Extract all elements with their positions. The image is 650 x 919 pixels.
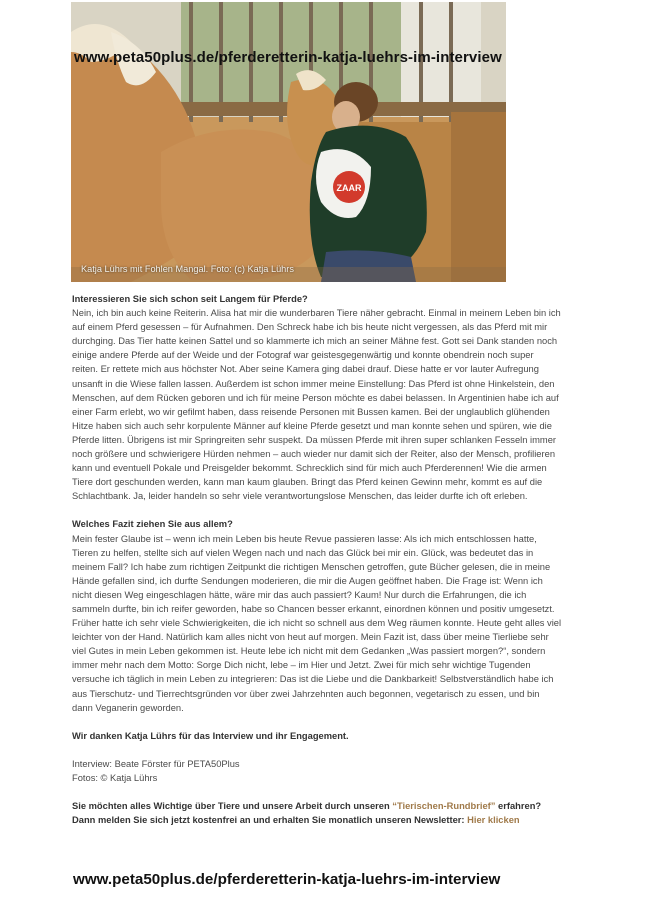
newsletter-text-1: Sie möchten alles Wichtige über Tiere und unsere Arbeit durch unseren [72, 801, 393, 811]
answer-2: Mein fester Glaube ist – wenn ich mein Leben bis heute Revue passieren lasse: Als ich mich entschlossen hatte, Tieren zu helfen, stellte sich auf vielen Wegen nach und nach das Glück bei mir ein. Glück, was bedeutet das in meinem Fall? Ich habe zum richtigen Zeitpunkt die richtigen Menschen getroffen, gute Bücher gelesen, die in meine Hände gefallen sind, ich durfte Sendungen moderieren, die mir die Augen geöffnet haben. Die Frage ist: Wenn ich nicht diesen Weg eingeschlagen hätte, wäre mir das auch passiert? Kaum! Nur durch die Erfahrungen, die ich sammeln durfte, bin ich reifer geworden, habe so Chancen besser erkannt, einordnen können und positiv umgesetzt. Früher hatte ich sehr viele Schwierigkeiten, die ich nicht so schnell aus dem Weg räumen konnte. Heute geht alles viel leichter von der Hand. Natürlich kam alles nicht von heut auf morgen. Mein Fazit ist, dass über meine Tierliebe sehr viel Gutes in mein Leben gekommen ist. Heute lebe ich nicht mit dem Gedanken „Was passiert morgen?“, sondern immer mehr nach dem Motto: Sorge Dich nicht, lebe – im Hier und Jetzt. Zwei für mich sehr wichtige Tugenden versuche ich täglich in mein Leben zu integrieren: Das ist die Liebe und die Dankbarkeit! Selbstverständlich habe ich aus Tierschutz- und Tierrechtsgründen vor über zwei Jahrzehnten auch begonnen, vegetarisch zu essen, und bin dann Veganerin geworden. [72, 533, 562, 713]
newsletter-signup-link[interactable]: Hier klicken [467, 815, 520, 826]
thanks-line: Wir danken Katja Lührs für das Interview und ihr Engagement. [72, 730, 349, 741]
article-body [72, 292, 562, 827]
horse-and-woman-illustration [71, 2, 506, 282]
question-1: Interessieren Sie sich schon seit Langem für Pferde? [72, 294, 308, 304]
credit-interview: Interview: Beate Förster für PETA50Plus [72, 758, 240, 769]
newsletter-text-2: erfahren? Dann melden Sie sich jetzt kostenfrei an und erhalten Sie monatlich unseren Newsletter: [72, 801, 542, 826]
jacket-logo-text: ZAAR [336, 183, 362, 193]
photo-caption: Katja Lührs mit Fohlen Mangal. Foto: (c) Katja Lührs [81, 264, 294, 274]
url-banner-bottom: www.peta50plus.de/pferderetterin-katja-luehrs-im-interview [73, 871, 501, 888]
newsletter-rundbrief-link[interactable]: “Tierischen-Rundbrief” [392, 801, 496, 811]
article-photo [71, 2, 506, 282]
url-banner-top: www.peta50plus.de/pferderetterin-katja-luehrs-im-interview [74, 49, 502, 66]
question-2: Welches Fazit ziehen Sie aus allem? [72, 519, 233, 530]
newsletter-cta [72, 799, 562, 827]
credit-photos: Fotos: © Katja Lührs [72, 772, 158, 783]
answer-1: Nein, ich bin auch keine Reiterin. Alisa hat mir die wunderbaren Tiere näher gebracht. Einmal in meinem Leben bin ich auf einem Pferd gesessen – für Aufnahmen. Den Schreck habe ich bis heute nicht vergessen, als das Pferd mit mir durchging. Das Tier hatte keinen Sattel und so klammerte ich mich an seiner Mähne fest. Gott sei Dank standen noch einige andere Pferde auf der Weide und der Fotograf war geistesgegenwärtig und konnte obendrein noch super reiten. Er rettete mich aus höchster Not. Aber seine Kamera ging dabei drauf. Diese hatte er vor lauter Aufregung unsanft in die Wiese fallen lassen. Außerdem ist schon immer meine Einstellung: Das Pferd ist ohne Hinkelstein, den Menschen, auf dem Rücken geboren und ich für meine Person möchte es dabei belassen. In Argentinien habe ich auf einer Farm erlebt, wo wir gefilmt haben, dass reisende Personen mit Bussen kamen. Bei der unglaublich glühenden Hitze haben sich auch sehr korpulente Männer auf kleine Pferde gesetzt und man konnte sehen und spüren, wie die Pferde litten. Übrigens ist mir Springreiten sehr suspekt. Da müssen Pferde mit ihren super schlanken Fesseln immer noch größere und schwierigere Hürden nehmen – auch wieder nur damit sich der Reiter, also der Mensch, profilieren kann und eventuell Pokale und Preisgelder bekommt. Schrecklich sind für mich auch Pferderennen! Wie die armen Tiere dort geschunden werden, kann man kaum glauben. Bringt das Pferd keinen Gewinn mehr, kommt es auf die Schlachtbank. Ja, leider handeln so sehr viele verantwortungslose Menschen, das leider durfte ich oft erleben. [72, 308, 561, 502]
